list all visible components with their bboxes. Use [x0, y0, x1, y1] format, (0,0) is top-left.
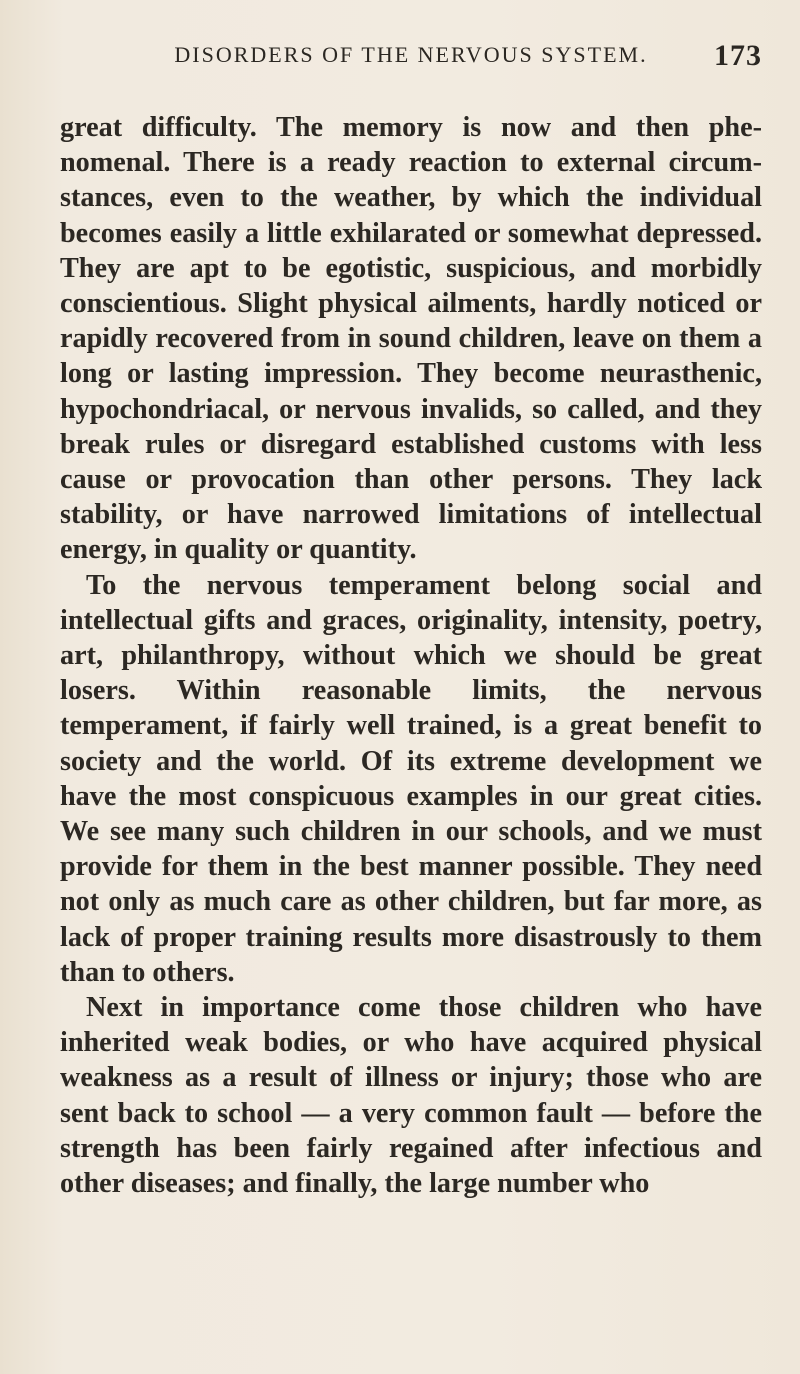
paragraph-weak-bodies: Next in importance come those children who have inherited weak bodies, or who have acquired physical weakness as a result of illness or injury; those who are sent back to school — a very common fault — before the strength has been fairly regained after infectious and other diseases; and finally, the large number who — [60, 992, 762, 1200]
paragraph-nervous-temperament: To the nervous temperament belong social and intellectual gifts and graces, originality, intensity, poetry, art, philanthropy, without which we should be great losers. Within reasonable limits, the nervous temperament, if fairly well trained, is a great benefit to society and the world. Of its extreme development we have the most conspicuous examples in our great cities. We see many such children in our schools, and we must provide for them in the best manner possible. They need not only as much care as other children, but far more, as lack of proper training results more disastrously to them than to others. — [60, 569, 762, 988]
running-head — [60, 39, 762, 82]
body-text — [60, 110, 762, 1201]
paragraph-continuation: great difficulty. The memory is now and then phenomenal. There is a ready reaction to external circumstances, even to the weather, by which the individual becomes easily a little exhilarated or somewhat depressed. They are apt to be egotistic, suspicious, and morbidly conscientious. Slight physical ailments, hardly noticed or rapidly recovered from in sound children, leave on them a long or lasting impression. They become neurasthenic, hypochondriacal, or nervous invalids, so called, and they break rules or disregard established customs with less cause or provocation than other persons. They lack stability, or have narrowed limitations of intellectual energy, in quality or quantity. — [60, 112, 762, 566]
page-number: 173 — [714, 39, 762, 72]
running-title: DISORDERS OF THE NERVOUS SYSTEM. — [174, 42, 648, 67]
